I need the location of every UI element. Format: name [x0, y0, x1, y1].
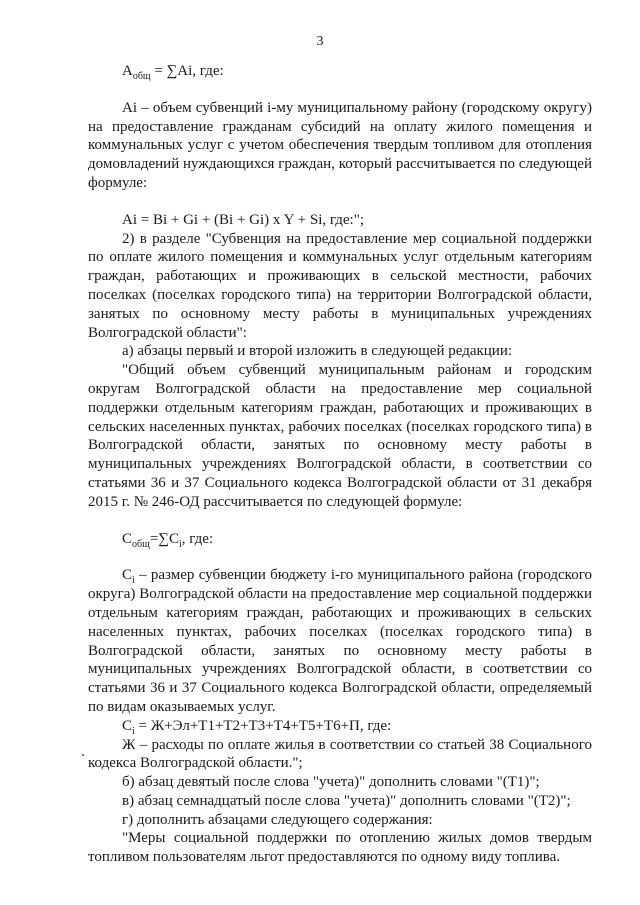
- paragraph-total-volume: "Общий объем субвенций муниципальным районам и городским округам Волгоградской области на предоставление мер социальной поддержки отдельным категориям граждан, работающих и проживающих в сельских населенных пунктах, рабочих поселках (поселках городского типа) в Волгоградской области, занятых по основному месту работы в муниципальных учреждениях Волгоградской области, в соответствии со статьями 36 и 37 Социального кодекса Волгоградской области от 31 декабря 2015 г. № 246-ОД рассчитывается по следующей формуле:: [88, 362, 592, 510]
- page-number: 3: [316, 34, 324, 49]
- paragraph-zh-definition: Ж – расходы по оплате жилья в соответствии со статьей 38 Социального кодекса Волгоградской области.";: [88, 736, 592, 772]
- document-body: [88, 62, 592, 867]
- paragraph-ci-definition: $C_i$ – размер субвенции бюджету i-го муниципального района (городского округа) Волгоградской области на предоставление мер социальной поддержки отдельным категориям граждан, работающих и проживающих в сельских населенных пунктах, рабочих поселках (поселках городского типа) в Волгоградской области, занятых по основному месту работы в муниципальных учреждениях Волгоградской области, в соответствии со статьями 36 и 37 Социального кодекса Волгоградской области, определяемый по видам оказываемых услуг.: [88, 567, 592, 715]
- paragraph-item-2: 2) в разделе "Субвенция на предоставление мер социальной поддержки по оплате жилого помещения и коммунальных услуг отдельным категориям граждан, работающих и проживающих в сельской местности, рабочих поселках (поселках городского типа) на территории Волгоградской области, занятых по основному месту работы в муниципальных учреждениях Волгоградской области":: [88, 230, 592, 341]
- formula-a-total: $A_{общ} = \sum Ai$, где:: [122, 63, 224, 82]
- paragraph-ai-definition: Ai – объем субвенций i-му муниципальному району (городскому округу) на предоставление гражданам субсидий на оплату жилого помещения и коммунальных услуг с учетом обеспечения твердым топливом для отопления домовладений нуждающихся граждан, который рассчитывается по следующей формуле:: [88, 99, 592, 191]
- formula-ai: Ai = Bi + Gi + (Bi + Gi) x Y + Si, где:";: [122, 211, 365, 228]
- paragraph-item-g: г) дополнить абзацами следующего содержания:: [122, 811, 433, 828]
- paragraph-item-b: б) абзац девятый после слова "учета)" дополнить словами "(Т1)";: [122, 774, 540, 791]
- formula-ci: $C_i = Ж+Эл+Т1+Т2+Т3+Т4+Т5+Т6+П$, где:: [122, 717, 392, 737]
- scan-speck: [82, 754, 84, 756]
- paragraph-measures: "Меры социальной поддержки по отоплению жилых домов твердым топливом пользователям льгот предоставляются по одному виду топлива.: [88, 830, 592, 866]
- paragraph-item-a: а) абзацы первый и второй изложить в следующей редакции:: [122, 343, 513, 360]
- formula-c-total: $C_{общ}=\sum C_i$, где:: [122, 530, 214, 550]
- paragraph-item-v: в) абзац семнадцатый после слова "учета)" дополнить словами "(Т2)";: [122, 792, 571, 809]
